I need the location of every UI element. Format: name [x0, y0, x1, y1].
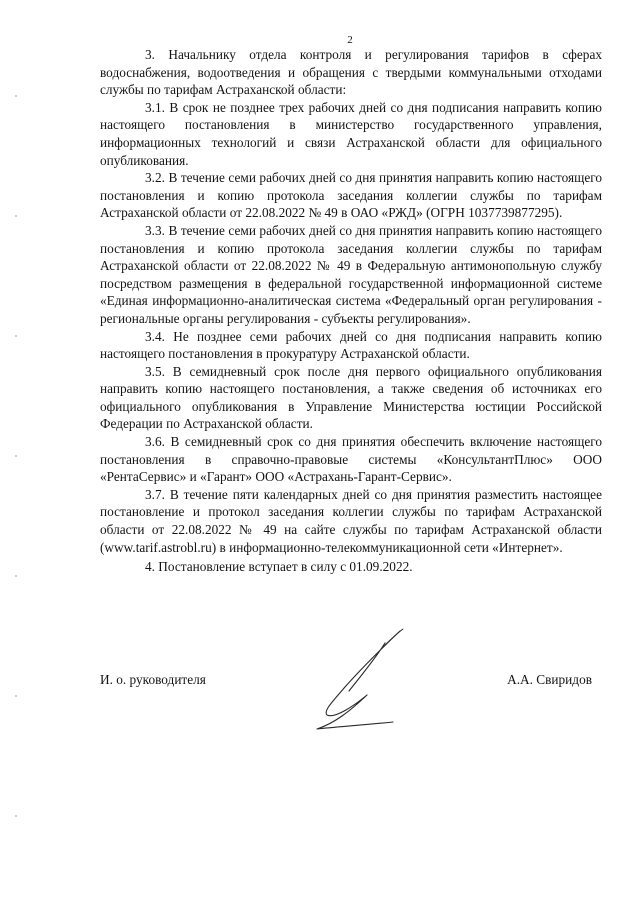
paragraph-3-7: 3.7. В течение пяти календарных дней со дня принятия разместить настоящее постановление и протокол заседания коллегии службы по тарифам Астраханской области от 22.08.2022 № 49 на сайте службы по тарифам Астраханской области (www.tarif.astrobl.ru) в информационно-телекоммуникационной сети «Интернет». [100, 486, 602, 555]
paragraph-3-3: 3.3. В течение семи рабочих дней со дня принятия направить копию настоящего постановления и копию протокола заседания коллегии службы по тарифам Астраханской области от 22.08.2022 № 49 в Федеральную антимонопольную службу посредством размещения в федеральной государственной информационной системе «Единая информационно-аналитическая система «Федеральный орган регулирования - региональные органы регулирования - субъекты регулирования». [100, 222, 602, 326]
paragraph-3-2: 3.2. В течение семи рабочих дней со дня принятия направить копию настоящего постановления и копию протокола заседания коллегии службы по тарифам Астраханской области от 22.08.2022 № 49 в ОАО «РЖД» (ОГРН 1037739877295). [100, 170, 602, 221]
paragraph-4: 4. Постановление вступает в силу с 01.09.2022. [145, 559, 413, 575]
signatory-name: А.А. Свиридов [507, 672, 592, 687]
scan-dot [15, 455, 17, 457]
scan-dot [15, 575, 17, 577]
scan-dot [15, 815, 17, 817]
paragraph-3-1: 3.1. В срок не позднее трех рабочих дней со дня подписания направить копию настоящего постановления в министерство государственного управления, информационных технологий и связи Астраханской области для официального опубликования. [100, 99, 602, 168]
scan-dot [15, 335, 17, 337]
signature-block [100, 672, 602, 692]
page-number: 2 [347, 34, 353, 46]
paragraph-3-4: 3.4. Не позднее семи рабочих дней со дня подписания направить копию настоящего постановления в прокуратуру Астраханской области. [100, 328, 602, 362]
document-body [100, 46, 602, 576]
scan-dot [15, 95, 17, 97]
paragraph-3: 3. Начальнику отдела контроля и регулирования тарифов в сферах водоснабжения, водоотведения и обращения с твердыми коммунальными отходами службы по тарифам Астраханской области: [100, 47, 602, 98]
scan-dot [15, 695, 17, 697]
scan-dot [15, 215, 17, 217]
signatory-title: И. о. руководителя [100, 672, 206, 687]
paragraph-3-5: 3.5. В семидневный срок после дня первого официального опубликования направить копию настоящего постановления, а также сведения об источниках его официального опубликования в Управление Министерства юстиции Российской Федерации по Астраханской области. [100, 363, 602, 432]
paragraph-3-6: 3.6. В семидневный срок со дня принятия обеспечить включение настоящего постановления в справочно-правовые системы «КонсультантПлюс» ООО «РентаСервис» и «Гарант» ООО «Астрахань-Гарант-Сервис». [100, 434, 602, 485]
